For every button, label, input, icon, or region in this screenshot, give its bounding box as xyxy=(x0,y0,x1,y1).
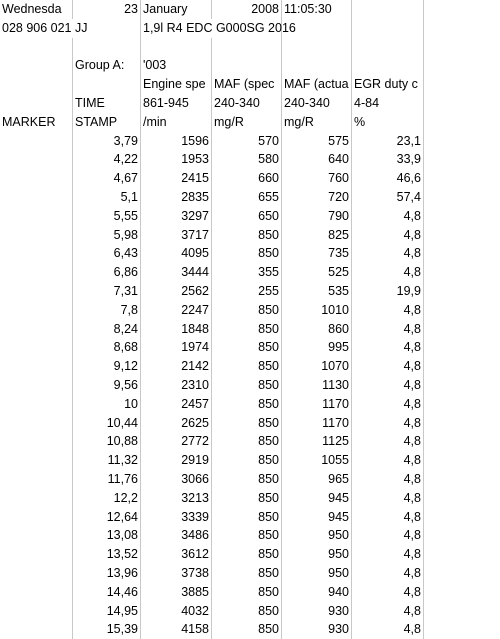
engine-speed-cell[interactable]: 1596 xyxy=(141,132,212,151)
maf-spec-cell[interactable]: 850 xyxy=(212,545,282,564)
egr-duty-cell[interactable]: 4,8 xyxy=(352,338,424,357)
empty-cell[interactable] xyxy=(424,526,500,545)
time-stamp-cell[interactable]: 7,31 xyxy=(73,282,141,301)
marker-cell[interactable] xyxy=(0,545,73,564)
maf-actual-cell[interactable]: 1055 xyxy=(282,451,352,470)
time-stamp-cell[interactable]: 10 xyxy=(73,395,141,414)
engine-speed-cell[interactable]: 3213 xyxy=(141,489,212,508)
time-stamp-cell[interactable]: 11,76 xyxy=(73,470,141,489)
time-stamp-cell[interactable]: 7,8 xyxy=(73,301,141,320)
year-cell[interactable]: 2008 xyxy=(212,0,282,19)
maf-actual-cell[interactable]: 735 xyxy=(282,244,352,263)
empty-cell[interactable] xyxy=(0,75,73,94)
maf-spec-cell[interactable]: 850 xyxy=(212,226,282,245)
engine-speed-cell[interactable]: 2142 xyxy=(141,357,212,376)
marker-cell[interactable] xyxy=(0,414,73,433)
empty-cell[interactable] xyxy=(424,132,500,151)
time-stamp-cell[interactable]: 5,1 xyxy=(73,188,141,207)
time-stamp-cell[interactable]: 12,2 xyxy=(73,489,141,508)
empty-cell[interactable] xyxy=(424,207,500,226)
empty-cell[interactable] xyxy=(73,75,141,94)
egr-duty-unit[interactable]: % xyxy=(352,113,424,132)
maf-spec-cell[interactable]: 850 xyxy=(212,357,282,376)
maf-actual-cell[interactable]: 940 xyxy=(282,583,352,602)
empty-cell[interactable] xyxy=(424,282,500,301)
egr-duty-cell[interactable]: 4,8 xyxy=(352,301,424,320)
marker-cell[interactable] xyxy=(0,508,73,527)
marker-cell[interactable] xyxy=(0,150,73,169)
empty-cell[interactable] xyxy=(282,38,352,57)
empty-cell[interactable] xyxy=(424,38,500,57)
empty-cell[interactable] xyxy=(424,169,500,188)
maf-actual-cell[interactable]: 930 xyxy=(282,602,352,621)
empty-cell[interactable] xyxy=(424,150,500,169)
maf-actual-cell[interactable]: 575 xyxy=(282,132,352,151)
maf-spec-cell[interactable]: 850 xyxy=(212,395,282,414)
egr-duty-cell[interactable]: 4,8 xyxy=(352,414,424,433)
engine-speed-cell[interactable]: 4095 xyxy=(141,244,212,263)
maf-spec-cell[interactable]: 650 xyxy=(212,207,282,226)
engine-speed-cell[interactable]: 2625 xyxy=(141,414,212,433)
engine-speed-cell[interactable]: 3297 xyxy=(141,207,212,226)
engine-speed-cell[interactable]: 3486 xyxy=(141,526,212,545)
maf-actual-cell[interactable]: 930 xyxy=(282,620,352,639)
marker-cell[interactable] xyxy=(0,602,73,621)
maf-actual-cell[interactable]: 535 xyxy=(282,282,352,301)
maf-spec-cell[interactable]: 850 xyxy=(212,451,282,470)
group-value-cell[interactable]: '003 xyxy=(141,56,212,75)
engine-speed-cell[interactable]: 2835 xyxy=(141,188,212,207)
marker-cell[interactable] xyxy=(0,451,73,470)
day-cell[interactable]: Wednesda xyxy=(0,0,73,19)
marker-cell[interactable] xyxy=(0,395,73,414)
empty-cell[interactable] xyxy=(352,56,424,75)
maf-actual-cell[interactable]: 1130 xyxy=(282,376,352,395)
empty-cell[interactable] xyxy=(212,56,282,75)
empty-cell[interactable] xyxy=(424,244,500,263)
maf-spec-cell[interactable]: 850 xyxy=(212,470,282,489)
maf-actual-unit[interactable]: mg/R xyxy=(282,113,352,132)
time-stamp-cell[interactable]: 10,88 xyxy=(73,432,141,451)
egr-duty-cell[interactable]: 4,8 xyxy=(352,489,424,508)
marker-cell[interactable] xyxy=(0,583,73,602)
maf-actual-cell[interactable]: 1170 xyxy=(282,414,352,433)
marker-cell[interactable] xyxy=(0,320,73,339)
maf-actual-cell[interactable]: 950 xyxy=(282,526,352,545)
egr-duty-cell[interactable]: 4,8 xyxy=(352,263,424,282)
maf-actual-cell[interactable]: 860 xyxy=(282,320,352,339)
egr-duty-cell[interactable]: 4,8 xyxy=(352,620,424,639)
egr-duty-cell[interactable]: 33,9 xyxy=(352,150,424,169)
engine-speed-cell[interactable]: 1974 xyxy=(141,338,212,357)
empty-cell[interactable] xyxy=(424,508,500,527)
maf-actual-cell[interactable]: 1170 xyxy=(282,395,352,414)
time-header[interactable]: TIME xyxy=(73,94,141,113)
maf-spec-cell[interactable]: 850 xyxy=(212,583,282,602)
empty-cell[interactable] xyxy=(424,188,500,207)
maf-spec-cell[interactable]: 355 xyxy=(212,263,282,282)
time-stamp-cell[interactable]: 10,44 xyxy=(73,414,141,433)
maf-spec-cell[interactable]: 850 xyxy=(212,301,282,320)
time-stamp-cell[interactable]: 13,08 xyxy=(73,526,141,545)
maf-spec-cell[interactable]: 660 xyxy=(212,169,282,188)
egr-duty-cell[interactable]: 4,8 xyxy=(352,583,424,602)
empty-cell[interactable] xyxy=(352,38,424,57)
maf-actual-cell[interactable]: 825 xyxy=(282,226,352,245)
marker-cell[interactable] xyxy=(0,357,73,376)
empty-cell[interactable] xyxy=(424,19,500,38)
maf-spec-cell[interactable]: 850 xyxy=(212,244,282,263)
maf-spec-cell[interactable]: 850 xyxy=(212,376,282,395)
empty-cell[interactable] xyxy=(424,489,500,508)
maf-spec-range[interactable]: 240-340 xyxy=(212,94,282,113)
egr-duty-cell[interactable]: 19,9 xyxy=(352,282,424,301)
marker-cell[interactable] xyxy=(0,489,73,508)
marker-cell[interactable] xyxy=(0,526,73,545)
maf-actual-cell[interactable]: 1010 xyxy=(282,301,352,320)
maf-actual-cell[interactable]: 720 xyxy=(282,188,352,207)
time-stamp-cell[interactable]: 15,39 xyxy=(73,620,141,639)
maf-actual-cell[interactable]: 525 xyxy=(282,263,352,282)
empty-cell[interactable] xyxy=(424,451,500,470)
marker-cell[interactable] xyxy=(0,244,73,263)
maf-actual-cell[interactable]: 950 xyxy=(282,564,352,583)
time-stamp-cell[interactable]: 9,12 xyxy=(73,357,141,376)
time-stamp-cell[interactable]: 12,64 xyxy=(73,508,141,527)
stamp-header[interactable]: STAMP xyxy=(73,113,141,132)
engine-speed-cell[interactable]: 3738 xyxy=(141,564,212,583)
egr-duty-cell[interactable]: 4,8 xyxy=(352,357,424,376)
engine-speed-cell[interactable]: 3612 xyxy=(141,545,212,564)
marker-cell[interactable] xyxy=(0,169,73,188)
engine-speed-cell[interactable]: 2772 xyxy=(141,432,212,451)
engine-speed-cell[interactable]: 4032 xyxy=(141,602,212,621)
empty-cell[interactable] xyxy=(424,0,500,19)
empty-cell[interactable] xyxy=(424,376,500,395)
maf-actual-cell[interactable]: 945 xyxy=(282,489,352,508)
empty-cell[interactable] xyxy=(424,56,500,75)
time-stamp-cell[interactable]: 5,55 xyxy=(73,207,141,226)
engine-speed-range[interactable]: 861-945 xyxy=(141,94,212,113)
maf-spec-cell[interactable]: 850 xyxy=(212,526,282,545)
maf-actual-cell[interactable]: 1125 xyxy=(282,432,352,451)
time-stamp-cell[interactable]: 4,22 xyxy=(73,150,141,169)
engine-speed-cell[interactable]: 3066 xyxy=(141,470,212,489)
maf-actual-cell[interactable]: 790 xyxy=(282,207,352,226)
time-stamp-cell[interactable]: 6,86 xyxy=(73,263,141,282)
maf-spec-cell[interactable]: 850 xyxy=(212,489,282,508)
empty-cell[interactable] xyxy=(352,0,424,19)
marker-cell[interactable] xyxy=(0,376,73,395)
maf-actual-cell[interactable]: 945 xyxy=(282,508,352,527)
maf-spec-cell[interactable]: 850 xyxy=(212,508,282,527)
engine-speed-cell[interactable]: 3339 xyxy=(141,508,212,527)
time-stamp-cell[interactable]: 3,79 xyxy=(73,132,141,151)
egr-duty-title[interactable]: EGR duty c xyxy=(352,75,424,94)
part-number-cell[interactable]: 028 906 021 JJ xyxy=(2,20,88,35)
maf-actual-title[interactable]: MAF (actua xyxy=(282,75,352,94)
marker-cell[interactable] xyxy=(0,226,73,245)
empty-cell[interactable] xyxy=(0,94,73,113)
time-stamp-cell[interactable]: 5,98 xyxy=(73,226,141,245)
egr-duty-cell[interactable]: 4,8 xyxy=(352,395,424,414)
time-stamp-cell[interactable]: 9,56 xyxy=(73,376,141,395)
maf-spec-cell[interactable]: 850 xyxy=(212,414,282,433)
engine-speed-cell[interactable]: 3885 xyxy=(141,583,212,602)
egr-duty-cell[interactable]: 4,8 xyxy=(352,451,424,470)
time-stamp-cell[interactable]: 13,52 xyxy=(73,545,141,564)
time-stamp-cell[interactable]: 11,32 xyxy=(73,451,141,470)
time-stamp-cell[interactable]: 6,43 xyxy=(73,244,141,263)
engine-speed-cell[interactable]: 4158 xyxy=(141,620,212,639)
date-number-cell[interactable]: 23 xyxy=(73,0,141,19)
maf-actual-range[interactable]: 240-340 xyxy=(282,94,352,113)
marker-cell[interactable] xyxy=(0,564,73,583)
engine-speed-cell[interactable]: 3444 xyxy=(141,263,212,282)
time-stamp-cell[interactable]: 4,67 xyxy=(73,169,141,188)
egr-duty-cell[interactable]: 4,8 xyxy=(352,564,424,583)
marker-cell[interactable] xyxy=(0,207,73,226)
marker-cell[interactable] xyxy=(0,263,73,282)
empty-cell[interactable] xyxy=(424,226,500,245)
engine-speed-cell[interactable]: 1848 xyxy=(141,320,212,339)
time-stamp-cell[interactable]: 14,46 xyxy=(73,583,141,602)
empty-cell[interactable] xyxy=(141,38,212,57)
empty-cell[interactable] xyxy=(0,38,73,57)
time-stamp-cell[interactable]: 13,96 xyxy=(73,564,141,583)
empty-cell[interactable] xyxy=(212,38,282,57)
empty-cell[interactable] xyxy=(424,470,500,489)
maf-actual-cell[interactable]: 640 xyxy=(282,150,352,169)
egr-duty-cell[interactable]: 4,8 xyxy=(352,207,424,226)
egr-duty-cell[interactable]: 4,8 xyxy=(352,226,424,245)
marker-cell[interactable] xyxy=(0,620,73,639)
maf-spec-cell[interactable]: 570 xyxy=(212,132,282,151)
maf-actual-cell[interactable]: 760 xyxy=(282,169,352,188)
empty-cell[interactable] xyxy=(424,357,500,376)
time-stamp-cell[interactable]: 8,24 xyxy=(73,320,141,339)
maf-actual-cell[interactable]: 950 xyxy=(282,545,352,564)
maf-actual-cell[interactable]: 995 xyxy=(282,338,352,357)
engine-speed-cell[interactable]: 2562 xyxy=(141,282,212,301)
empty-cell[interactable] xyxy=(424,301,500,320)
empty-cell[interactable] xyxy=(424,620,500,639)
maf-spec-cell[interactable]: 850 xyxy=(212,602,282,621)
marker-cell[interactable] xyxy=(0,282,73,301)
time-stamp-cell[interactable]: 14,95 xyxy=(73,602,141,621)
egr-duty-cell[interactable]: 4,8 xyxy=(352,526,424,545)
empty-cell[interactable] xyxy=(352,19,424,38)
egr-duty-cell[interactable]: 4,8 xyxy=(352,376,424,395)
engine-speed-cell[interactable]: 2415 xyxy=(141,169,212,188)
empty-cell[interactable] xyxy=(424,75,500,94)
empty-cell[interactable] xyxy=(424,564,500,583)
egr-duty-cell[interactable]: 4,8 xyxy=(352,470,424,489)
engine-speed-cell[interactable]: 2247 xyxy=(141,301,212,320)
egr-duty-cell[interactable]: 4,8 xyxy=(352,432,424,451)
maf-spec-unit[interactable]: mg/R xyxy=(212,113,282,132)
engine-speed-cell[interactable]: 1953 xyxy=(141,150,212,169)
maf-spec-title[interactable]: MAF (spec xyxy=(212,75,282,94)
maf-spec-cell[interactable]: 850 xyxy=(212,564,282,583)
month-cell[interactable]: January xyxy=(141,0,212,19)
empty-cell[interactable] xyxy=(424,94,500,113)
time-cell[interactable]: 11:05:30 xyxy=(282,0,352,19)
empty-cell[interactable] xyxy=(424,338,500,357)
engine-description-cell[interactable]: 1,9l R4 EDC G000SG 2016 xyxy=(143,20,296,35)
engine-speed-cell[interactable]: 2919 xyxy=(141,451,212,470)
maf-actual-cell[interactable]: 965 xyxy=(282,470,352,489)
egr-duty-cell[interactable]: 23,1 xyxy=(352,132,424,151)
empty-cell[interactable] xyxy=(424,432,500,451)
marker-cell[interactable] xyxy=(0,132,73,151)
engine-speed-unit[interactable]: /min xyxy=(141,113,212,132)
empty-cell[interactable] xyxy=(424,583,500,602)
maf-spec-cell[interactable]: 850 xyxy=(212,338,282,357)
egr-duty-range[interactable]: 4-84 xyxy=(352,94,424,113)
egr-duty-cell[interactable]: 4,8 xyxy=(352,244,424,263)
egr-duty-cell[interactable]: 4,8 xyxy=(352,545,424,564)
maf-spec-cell[interactable]: 850 xyxy=(212,620,282,639)
empty-cell[interactable] xyxy=(424,263,500,282)
maf-spec-cell[interactable]: 655 xyxy=(212,188,282,207)
marker-cell[interactable] xyxy=(0,432,73,451)
empty-cell[interactable] xyxy=(282,56,352,75)
marker-cell[interactable] xyxy=(0,188,73,207)
egr-duty-cell[interactable]: 4,8 xyxy=(352,602,424,621)
time-stamp-cell[interactable]: 8,68 xyxy=(73,338,141,357)
marker-header[interactable]: MARKER xyxy=(0,113,73,132)
engine-speed-cell[interactable]: 2457 xyxy=(141,395,212,414)
engine-speed-cell[interactable]: 2310 xyxy=(141,376,212,395)
marker-cell[interactable] xyxy=(0,338,73,357)
empty-cell[interactable] xyxy=(0,56,73,75)
empty-cell[interactable] xyxy=(424,545,500,564)
empty-cell[interactable] xyxy=(73,38,141,57)
empty-cell[interactable] xyxy=(424,414,500,433)
egr-duty-cell[interactable]: 57,4 xyxy=(352,188,424,207)
maf-spec-cell[interactable]: 580 xyxy=(212,150,282,169)
empty-cell[interactable] xyxy=(424,320,500,339)
empty-cell[interactable] xyxy=(424,113,500,132)
maf-actual-cell[interactable]: 1070 xyxy=(282,357,352,376)
egr-duty-cell[interactable]: 46,6 xyxy=(352,169,424,188)
engine-speed-title[interactable]: Engine spe xyxy=(141,75,212,94)
maf-spec-cell[interactable]: 255 xyxy=(212,282,282,301)
maf-spec-cell[interactable]: 850 xyxy=(212,320,282,339)
maf-spec-cell[interactable]: 850 xyxy=(212,432,282,451)
empty-cell[interactable] xyxy=(424,602,500,621)
engine-speed-cell[interactable]: 3717 xyxy=(141,226,212,245)
group-label-cell[interactable]: Group A: xyxy=(73,56,141,75)
marker-cell[interactable] xyxy=(0,470,73,489)
egr-duty-cell[interactable]: 4,8 xyxy=(352,320,424,339)
egr-duty-cell[interactable]: 4,8 xyxy=(352,508,424,527)
empty-cell[interactable] xyxy=(424,395,500,414)
marker-cell[interactable] xyxy=(0,301,73,320)
